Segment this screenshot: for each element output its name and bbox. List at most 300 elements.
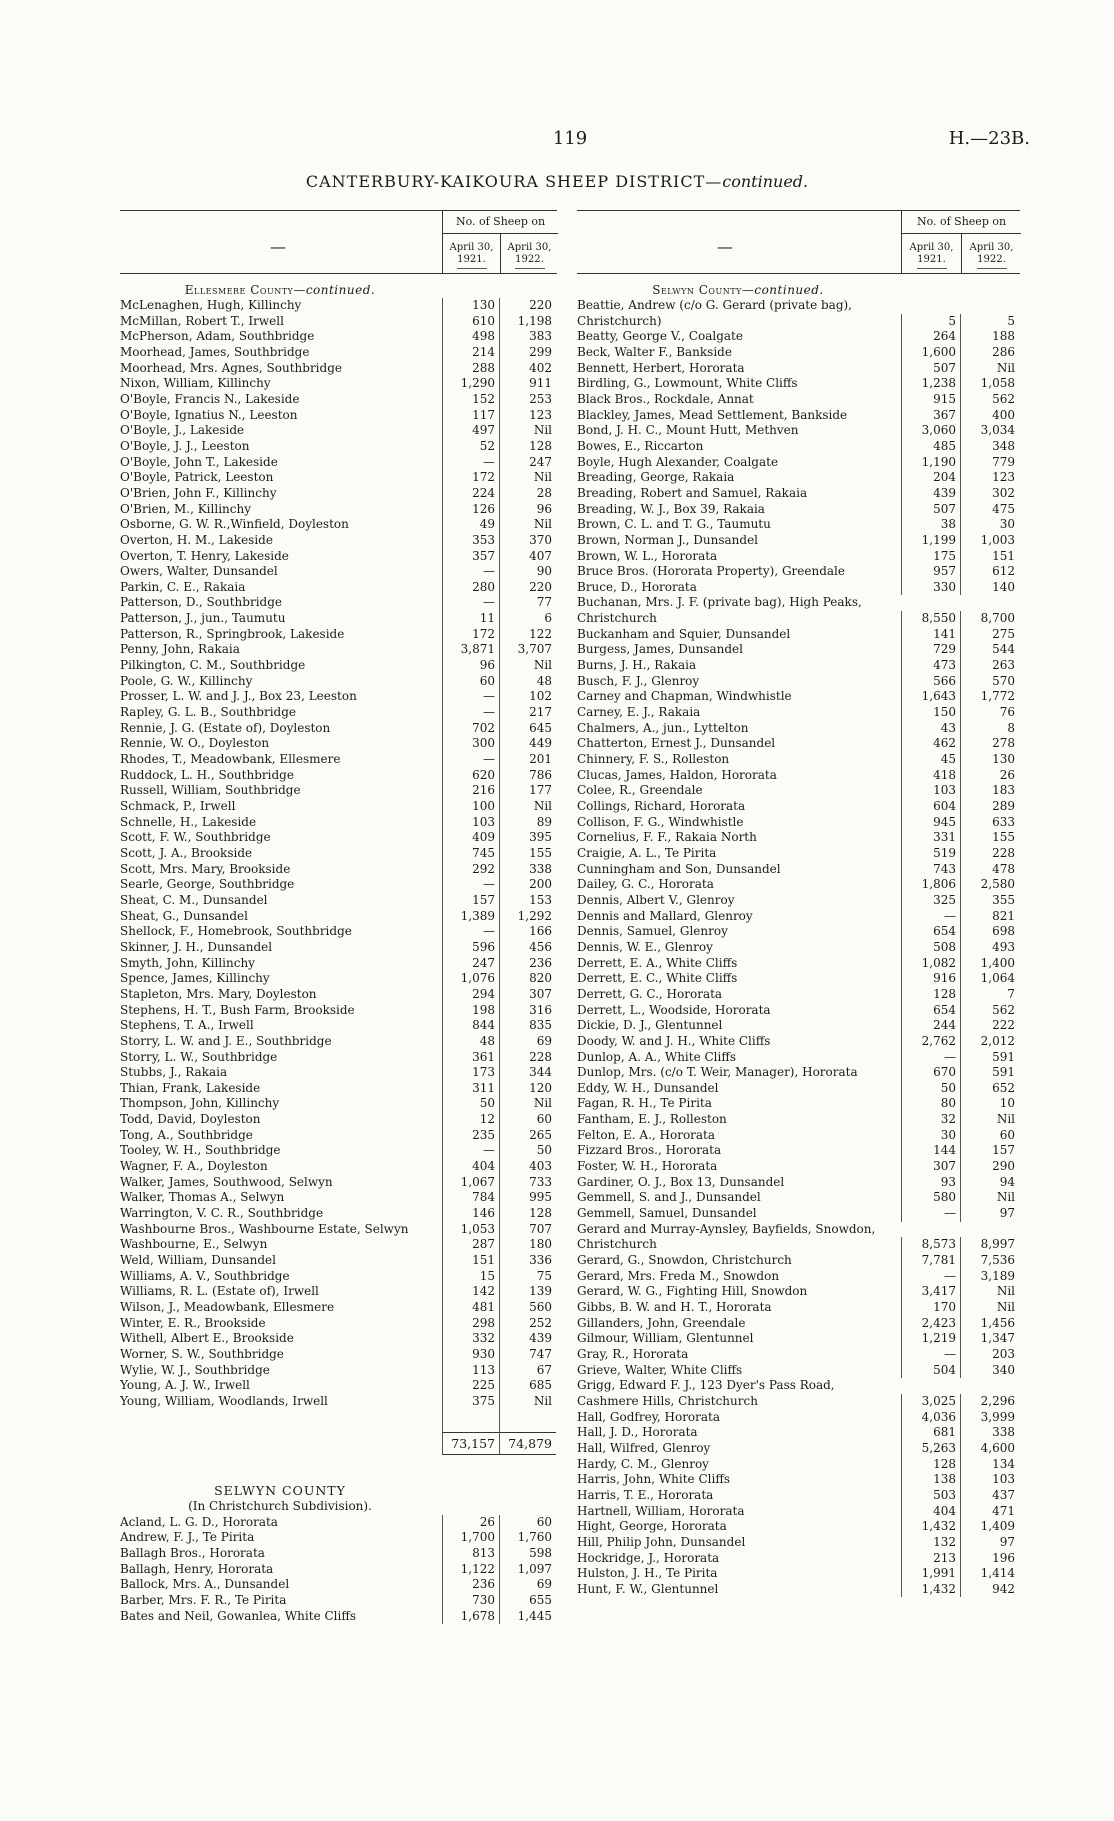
sheep-1922: 140 — [960, 580, 1019, 596]
owner-name: Hall, Godfrey, Hororata — [577, 1409, 721, 1424]
sheep-1922: 8 — [960, 721, 1019, 737]
sheep-1922: 122 — [499, 627, 556, 643]
page-code: H.—23B. — [948, 128, 1030, 149]
left-column — [120, 210, 557, 1624]
owner-name: O'Brien, John F., Killinchy — [120, 485, 277, 500]
owner-name: Hight, George, Hororata — [577, 1519, 727, 1534]
sheep-1921: 30 — [901, 1128, 960, 1144]
table-row — [577, 1472, 1020, 1488]
owner-name: Ballagh Bros., Hororata — [120, 1545, 265, 1560]
owner-name: Hockridge, J., Hororata — [577, 1550, 720, 1565]
table-row — [120, 439, 557, 455]
sheep-1921: 126 — [442, 502, 499, 518]
sheep-1922: 403 — [499, 1159, 556, 1175]
table-row — [120, 1530, 557, 1546]
owner-name: Gray, R., Hororata — [577, 1346, 689, 1361]
sheep-1922: 835 — [499, 1018, 556, 1034]
sheep-1921: 38 — [901, 517, 960, 533]
owner-name: Storry, L. W., Southbridge — [120, 1049, 278, 1064]
table-row — [120, 1175, 557, 1191]
sheep-1922: 348 — [960, 439, 1019, 455]
owner-name: Bowes, E., Riccarton — [577, 438, 704, 453]
sheep-1921: 596 — [442, 940, 499, 956]
owner-name: Fizzard Bros., Hororata — [577, 1143, 722, 1158]
sheep-1921: 813 — [442, 1546, 499, 1562]
table-row — [577, 298, 1020, 329]
table-row — [120, 1593, 557, 1609]
table-row — [577, 408, 1020, 424]
table-row — [120, 752, 557, 768]
sheep-1922: 228 — [960, 846, 1019, 862]
sheep-1922: 128 — [499, 1206, 556, 1222]
sheep-1921: 1,432 — [901, 1519, 960, 1535]
sheep-1921: 507 — [901, 361, 960, 377]
sheep-1922: 7 — [960, 987, 1019, 1003]
sheep-1921: 353 — [442, 533, 499, 549]
table-row — [120, 1562, 557, 1578]
sheep-1921: 481 — [442, 1300, 499, 1316]
owner-name: Hartnell, William, Hororata — [577, 1503, 745, 1518]
owner-name: Rhodes, T., Meadowbank, Ellesmere — [120, 752, 341, 767]
sheep-1922: 253 — [499, 392, 556, 408]
owner-name: Sheat, G., Dunsandel — [120, 908, 248, 923]
table-row — [577, 1378, 1020, 1409]
sheep-1921: 50 — [442, 1096, 499, 1112]
sheep-1922: 1,292 — [499, 909, 556, 925]
table-row — [120, 329, 557, 345]
sheep-1921: 292 — [442, 862, 499, 878]
table-row — [577, 783, 1020, 799]
sheep-1921: 404 — [901, 1504, 960, 1520]
sheep-1921: 729 — [901, 642, 960, 658]
table-row — [120, 689, 557, 705]
page-number: 119 — [552, 128, 588, 149]
owner-name: Gemmell, Samuel, Dunsandel — [577, 1206, 757, 1221]
col-1921-header: April 30, 1921. — [902, 234, 961, 274]
left-table-body — [120, 298, 557, 1410]
sheep-1922: 1,414 — [960, 1566, 1019, 1582]
table-row — [577, 376, 1020, 392]
sheep-1922: 94 — [960, 1175, 1019, 1191]
table-row — [577, 1269, 1020, 1285]
sheep-1921: 7,781 — [901, 1253, 960, 1269]
owner-name: Weld, William, Dunsandel — [120, 1253, 276, 1268]
sheep-1921: 745 — [442, 846, 499, 862]
table-row — [577, 768, 1020, 784]
sheep-1921: 236 — [442, 1577, 499, 1593]
owner-name: O'Boyle, Francis N., Lakeside — [120, 391, 300, 406]
table-row — [120, 1300, 557, 1316]
owner-name: O'Boyle, Ignatius N., Leeston — [120, 407, 298, 422]
sheep-1921: 784 — [442, 1190, 499, 1206]
sheep-1922: 263 — [960, 658, 1019, 674]
table-row — [120, 1206, 557, 1222]
sheep-1922: 157 — [960, 1143, 1019, 1159]
right-column — [577, 210, 1020, 1597]
sheep-1922: 344 — [499, 1065, 556, 1081]
table-row — [577, 799, 1020, 815]
table-row — [577, 627, 1020, 643]
sheep-1921: 508 — [901, 940, 960, 956]
sheep-1922: 307 — [499, 987, 556, 1003]
table-row — [577, 705, 1020, 721]
sheep-1922: 103 — [960, 1472, 1019, 1488]
owner-name: Ruddock, L. H., Southbridge — [120, 767, 294, 782]
sheep-1921: — — [442, 752, 499, 768]
sheep-1921: 15 — [442, 1269, 499, 1285]
sheep-1922: 196 — [960, 1551, 1019, 1567]
sheep-1922: 1,400 — [960, 956, 1019, 972]
sheep-1922: 177 — [499, 783, 556, 799]
sheep-1921: 117 — [442, 408, 499, 424]
sheep-1922: 786 — [499, 768, 556, 784]
sheep-1921: 244 — [901, 1018, 960, 1034]
sheep-1922: 48 — [499, 674, 556, 690]
sheep-1921: 681 — [901, 1425, 960, 1441]
table-row — [120, 1394, 557, 1410]
owner-name: Nixon, William, Killinchy — [120, 376, 271, 391]
table-row — [577, 1065, 1020, 1081]
sheep-1922: 123 — [499, 408, 556, 424]
sheep-1921: 142 — [442, 1284, 499, 1300]
table-row — [577, 1457, 1020, 1473]
sheep-1922: 3,034 — [960, 423, 1019, 439]
sheep-1922: 275 — [960, 627, 1019, 643]
sheep-1921: 172 — [442, 470, 499, 486]
owner-name: Owers, Walter, Dunsandel — [120, 564, 278, 579]
sheep-1921: 96 — [442, 658, 499, 674]
sheep-1922: 1,409 — [960, 1519, 1019, 1535]
sheep-1922: 402 — [499, 361, 556, 377]
sheep-1921: 504 — [901, 1363, 960, 1379]
table-header — [577, 210, 1020, 274]
owner-name: Young, A. J. W., Irwell — [120, 1378, 250, 1393]
sheep-1922: 3,999 — [960, 1410, 1019, 1426]
owner-name: Bates and Neil, Gowanlea, White Cliffs — [120, 1608, 357, 1623]
owner-name: Rapley, G. L. B., Southbridge — [120, 705, 296, 720]
sheep-1922: 203 — [960, 1347, 1019, 1363]
sheep-1922: 155 — [960, 830, 1019, 846]
sheep-1921: 1,190 — [901, 455, 960, 471]
sheep-1922: 10 — [960, 1096, 1019, 1112]
sheep-1922: 370 — [499, 533, 556, 549]
sheep-1922: 820 — [499, 971, 556, 987]
owner-name: Gardiner, O. J., Box 13, Dunsandel — [577, 1174, 785, 1189]
sheep-1921: 1,643 — [901, 689, 960, 705]
sheep-1921: 150 — [901, 705, 960, 721]
table-row — [577, 956, 1020, 972]
owner-name: Parkin, C. E., Rakaia — [120, 579, 246, 594]
sheep-1922: 183 — [960, 783, 1019, 799]
sheep-1921: 404 — [442, 1159, 499, 1175]
table-row — [577, 1096, 1020, 1112]
sheep-1921: 225 — [442, 1378, 499, 1394]
sheep-1921: 93 — [901, 1175, 960, 1191]
sheep-1922: 130 — [960, 752, 1019, 768]
owner-name: Worner, S. W., Southbridge — [120, 1346, 284, 1361]
sheep-1921: 367 — [901, 408, 960, 424]
sheep-1921: 8,550 — [901, 611, 960, 627]
table-row — [577, 423, 1020, 439]
owner-name: Collings, Richard, Hororata — [577, 799, 746, 813]
sheep-1922: 123 — [960, 470, 1019, 486]
table-row — [120, 455, 557, 471]
sheep-1921: 485 — [901, 439, 960, 455]
sheep-1921: 45 — [901, 752, 960, 768]
sheep-1922: 228 — [499, 1050, 556, 1066]
sheep-1921: — — [442, 705, 499, 721]
table-row — [577, 517, 1020, 533]
sheep-1922: 102 — [499, 689, 556, 705]
sheep-1921: 844 — [442, 1018, 499, 1034]
table-row — [120, 924, 557, 940]
owner-name: Beck, Walter F., Bankside — [577, 344, 732, 359]
owner-name: Brown, Norman J., Dunsandel — [577, 532, 759, 547]
table-row — [577, 940, 1020, 956]
sheep-1921: 409 — [442, 830, 499, 846]
owner-name: Gemmell, S. and J., Dunsandel — [577, 1190, 761, 1205]
table-row — [120, 517, 557, 533]
sheep-1922: 707 — [499, 1222, 556, 1238]
title-main: CANTERBURY-KAIKOURA SHEEP DISTRICT— — [305, 172, 723, 191]
sheep-1921: — — [442, 1143, 499, 1159]
sheep-1921: 132 — [901, 1535, 960, 1551]
sheep-1921: 1,389 — [442, 909, 499, 925]
sheep-1922: 747 — [499, 1347, 556, 1363]
table-row — [120, 1269, 557, 1285]
owner-name: Dennis, W. E., Glenroy — [577, 939, 713, 954]
owner-name: Boyle, Hugh Alexander, Coalgate — [577, 454, 779, 469]
table-row — [120, 1018, 557, 1034]
table-row — [120, 392, 557, 408]
owner-name: Gerard, G., Snowdon, Christchurch — [577, 1253, 792, 1268]
owner-name: Carney, E. J., Rakaia — [577, 705, 701, 720]
sheep-1921: 915 — [901, 392, 960, 408]
owner-name: Wilson, J., Meadowbank, Ellesmere — [120, 1300, 335, 1314]
sheep-1921: 945 — [901, 815, 960, 831]
owner-name: Beatty, George V., Coalgate — [577, 329, 743, 344]
owner-name: Walker, James, Southwood, Selwyn — [120, 1174, 333, 1189]
sheep-1921: 52 — [442, 439, 499, 455]
table-row — [577, 1128, 1020, 1144]
sheep-1921: 3,871 — [442, 642, 499, 658]
table-row — [120, 1316, 557, 1332]
table-row — [120, 1577, 557, 1593]
owner-name: Harris, John, White Cliffs — [577, 1472, 731, 1487]
sheep-1921: 473 — [901, 658, 960, 674]
owner-name: Buckanham and Squier, Dunsandel — [577, 626, 791, 641]
sheep-1921: — — [901, 1347, 960, 1363]
sheep-1922: 128 — [499, 439, 556, 455]
sheep-1921: 670 — [901, 1065, 960, 1081]
sheep-1922: 3,189 — [960, 1269, 1019, 1285]
sheep-1921: 519 — [901, 846, 960, 862]
owner-name: Scott, F. W., Southbridge — [120, 830, 271, 845]
table-row — [577, 674, 1020, 690]
sheep-1922: 383 — [499, 329, 556, 345]
owner-name: Sheat, C. M., Dunsandel — [120, 892, 268, 907]
owner-name: Gibbs, B. W. and H. T., Hororata — [577, 1300, 772, 1314]
owner-name: Smyth, John, Killinchy — [120, 955, 255, 970]
table-row — [120, 564, 557, 580]
sheep-1921: 80 — [901, 1096, 960, 1112]
table-row — [577, 345, 1020, 361]
owner-name: O'Boyle, J., Lakeside — [120, 423, 245, 438]
sheep-1922: 75 — [499, 1269, 556, 1285]
table-row — [120, 1190, 557, 1206]
sheep-1921: 128 — [901, 1457, 960, 1473]
sheep-1921: 1,199 — [901, 533, 960, 549]
table-row — [120, 1081, 557, 1097]
table-row — [577, 830, 1020, 846]
sheep-1922: 821 — [960, 909, 1019, 925]
owner-name: Hunt, F. W., Glentunnel — [577, 1581, 719, 1596]
table-row — [120, 736, 557, 752]
owner-name: Todd, David, Doyleston — [120, 1112, 261, 1127]
sheep-1921: 214 — [442, 345, 499, 361]
owner-name: Cunningham and Son, Dunsandel — [577, 861, 781, 876]
table-row — [577, 1566, 1020, 1582]
sheep-1922: 8,700 — [960, 611, 1019, 627]
table-row — [120, 674, 557, 690]
table-row — [577, 1003, 1020, 1019]
owner-name: Dailey, G. C., Hororata — [577, 877, 714, 892]
sheep-1921: 216 — [442, 783, 499, 799]
sheep-1922: 316 — [499, 1003, 556, 1019]
owner-name: Colee, R., Greendale — [577, 783, 703, 798]
table-row — [577, 549, 1020, 565]
owner-name: Ballagh, Henry, Hororata — [120, 1561, 274, 1576]
owner-name: Tong, A., Southbridge — [120, 1127, 253, 1142]
sheep-1921: 357 — [442, 549, 499, 565]
sheep-1921: 1,700 — [442, 1530, 499, 1546]
owner-name: Gilmour, William, Glentunnel — [577, 1331, 754, 1346]
table-row — [577, 1253, 1020, 1269]
table-row — [120, 956, 557, 972]
sheep-1922: 3,707 — [499, 642, 556, 658]
sheep-1922: 180 — [499, 1237, 556, 1253]
sheep-1922: 612 — [960, 564, 1019, 580]
sheep-1921: 152 — [442, 392, 499, 408]
owner-name: McMillan, Robert T., Irwell — [120, 313, 284, 328]
owner-name: Dennis, Samuel, Glenroy — [577, 924, 728, 939]
sheep-1921: 146 — [442, 1206, 499, 1222]
owner-name: Moorhead, Mrs. Agnes, Southbridge — [120, 360, 342, 375]
sheep-1922: 90 — [499, 564, 556, 580]
table-row — [577, 1034, 1020, 1050]
sheep-1922: Nil — [960, 1300, 1019, 1316]
table-row — [120, 1143, 557, 1159]
owner-name: Prosser, L. W. and J. J., Box 23, Leeston — [120, 689, 357, 704]
sheep-1921: 620 — [442, 768, 499, 784]
table-row — [120, 987, 557, 1003]
owner-name: Hardy, C. M., Glenroy — [577, 1456, 709, 1471]
sheep-1922: 134 — [960, 1457, 1019, 1473]
sheep-1922: 60 — [499, 1515, 556, 1531]
sheep-1922: 252 — [499, 1316, 556, 1332]
table-row — [577, 502, 1020, 518]
table-row — [120, 470, 557, 486]
sheep-1921: 247 — [442, 956, 499, 972]
sheep-1921: 1,991 — [901, 1566, 960, 1582]
table-row — [120, 1222, 557, 1238]
table-row — [577, 1081, 1020, 1097]
table-row — [120, 533, 557, 549]
owner-name: Shellock, F., Homebrook, Southbridge — [120, 924, 352, 939]
table-row — [577, 1425, 1020, 1441]
sheep-1921: 144 — [901, 1143, 960, 1159]
sheep-1922: 290 — [960, 1159, 1019, 1175]
section2-subtitle: (In Christchurch Subdivision). — [188, 1498, 372, 1513]
owner-name: Wagner, F. A., Doyleston — [120, 1159, 268, 1174]
sheep-1921: 330 — [901, 580, 960, 596]
owner-name: Scott, Mrs. Mary, Brookside — [120, 861, 291, 876]
sheep-1922: 220 — [499, 580, 556, 596]
header-dash: — — [270, 237, 286, 256]
owner-name: Fagan, R. H., Te Pirita — [577, 1096, 712, 1111]
table-row — [120, 408, 557, 424]
owner-name: Storry, L. W. and J. E., Southbridge — [120, 1033, 332, 1048]
sheep-1921: 462 — [901, 736, 960, 752]
owner-name: Spence, James, Killinchy — [120, 971, 270, 986]
table-row — [120, 298, 557, 314]
sheep-1922: 299 — [499, 345, 556, 361]
sheep-1921: 8,573 — [901, 1237, 960, 1253]
sheep-1922: 733 — [499, 1175, 556, 1191]
table-row — [577, 1112, 1020, 1128]
owner-name: Ballock, Mrs. A., Dunsandel — [120, 1577, 290, 1592]
table-row — [577, 1018, 1020, 1034]
col-1922-header: April 30, 1922. — [961, 234, 1021, 274]
owner-name: Russell, William, Southbridge — [120, 783, 301, 798]
sheep-1922: 50 — [499, 1143, 556, 1159]
table-row — [577, 815, 1020, 831]
sheep-1921: 224 — [442, 486, 499, 502]
table-row — [577, 1441, 1020, 1457]
sheep-1922: Nil — [499, 1394, 556, 1410]
sheep-1921: 503 — [901, 1488, 960, 1504]
table-row — [577, 971, 1020, 987]
sheep-1922: 591 — [960, 1050, 1019, 1066]
sheep-1921: 1,290 — [442, 376, 499, 392]
group-title: No. of Sheep on — [443, 211, 558, 234]
table-row — [577, 455, 1020, 471]
group-title: No. of Sheep on — [902, 211, 1021, 234]
sheep-1922: Nil — [960, 361, 1019, 377]
table-row — [120, 1128, 557, 1144]
owner-name: Bruce, D., Hororata — [577, 579, 697, 594]
sheep-1922: 562 — [960, 1003, 1019, 1019]
sheep-1922: 222 — [960, 1018, 1019, 1034]
sheep-1921: 930 — [442, 1347, 499, 1363]
sheep-1922: 645 — [499, 721, 556, 737]
owner-name: Stapleton, Mrs. Mary, Doyleston — [120, 986, 317, 1001]
owner-name: Breading, Robert and Samuel, Rakaia — [577, 485, 808, 500]
sheep-1921: 288 — [442, 361, 499, 377]
table-row — [120, 940, 557, 956]
sheep-1921: 1,600 — [901, 345, 960, 361]
owner-name: Patterson, D., Southbridge — [120, 595, 282, 610]
table-row — [120, 486, 557, 502]
sheep-1922: 652 — [960, 1081, 1019, 1097]
owner-name: Schmack, P., Irwell — [120, 799, 236, 813]
table-row — [577, 392, 1020, 408]
sheep-1922: 1,058 — [960, 376, 1019, 392]
sheep-1922: 407 — [499, 549, 556, 565]
table-row — [120, 1284, 557, 1300]
sheep-1921: — — [442, 924, 499, 940]
owner-name: Derrett, E. C., White Cliffs — [577, 971, 738, 986]
